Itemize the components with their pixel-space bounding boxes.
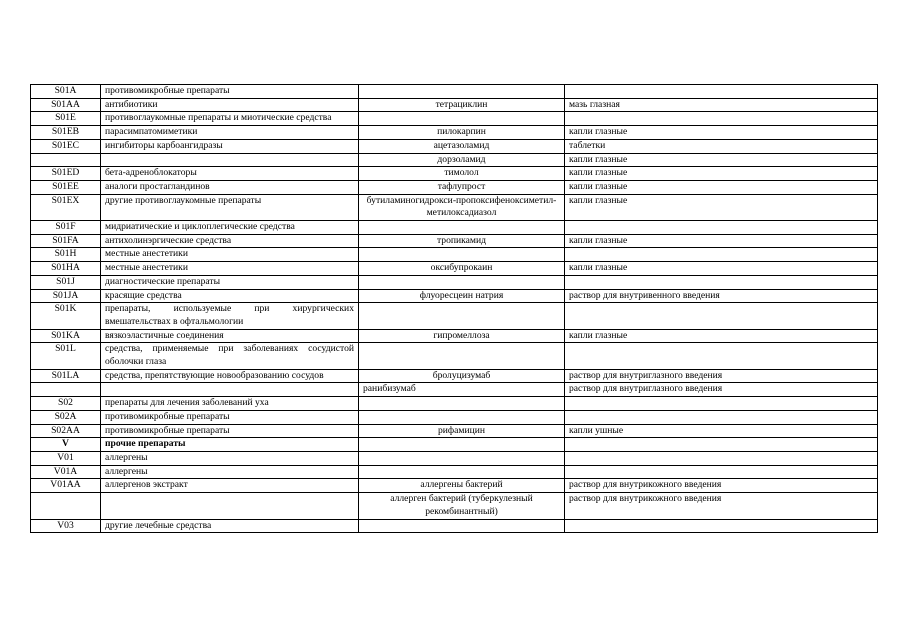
form-cell (565, 397, 878, 411)
table-row (31, 519, 878, 533)
table-row (31, 289, 878, 303)
group-cell (101, 153, 359, 167)
drug-cell: гипромеллоза (359, 329, 565, 343)
table-row (31, 479, 878, 493)
table-row (31, 262, 878, 276)
table-row (31, 153, 878, 167)
form-cell: капли глазные (565, 167, 878, 181)
table-row (31, 248, 878, 262)
form-cell (565, 410, 878, 424)
drug-cell: тимолол (359, 167, 565, 181)
group-cell: ингибиторы карбоангидразы (101, 139, 359, 153)
drug-cell: аллерген бактерий (туберкулезный рекомбинантный) (359, 493, 565, 519)
table-row (31, 275, 878, 289)
table-row (31, 438, 878, 452)
table-row (31, 85, 878, 99)
table-row (31, 410, 878, 424)
form-cell: капли глазные (565, 262, 878, 276)
group-cell: противомикробные препараты (101, 424, 359, 438)
group-cell (101, 383, 359, 397)
table-row (31, 343, 878, 369)
drug-cell: пилокарпин (359, 126, 565, 140)
form-cell (565, 303, 878, 329)
code-cell: S01FA (31, 234, 101, 248)
drug-cell (359, 221, 565, 235)
group-cell: парасимпатомиметики (101, 126, 359, 140)
table-row (31, 167, 878, 181)
table-row (31, 194, 878, 220)
code-cell: S01EB (31, 126, 101, 140)
table-row (31, 126, 878, 140)
table-row (31, 221, 878, 235)
code-cell (31, 383, 101, 397)
group-cell: аллергенов экстракт (101, 479, 359, 493)
drug-cell (359, 343, 565, 369)
form-cell: раствор для внутриглазного введения (565, 383, 878, 397)
form-cell: капли глазные (565, 194, 878, 220)
drug-cell (359, 465, 565, 479)
group-cell: бета-адреноблокаторы (101, 167, 359, 181)
group-cell: аллергены (101, 451, 359, 465)
drug-cell (359, 112, 565, 126)
group-cell: антибиотики (101, 98, 359, 112)
group-cell: красящие средства (101, 289, 359, 303)
code-cell: S01HA (31, 262, 101, 276)
drug-cell (359, 248, 565, 262)
drug-cell (359, 303, 565, 329)
code-cell: V03 (31, 519, 101, 533)
drug-cell: оксибупрокаин (359, 262, 565, 276)
code-cell: V01 (31, 451, 101, 465)
code-cell: S02A (31, 410, 101, 424)
form-cell: раствор для внутривенного введения (565, 289, 878, 303)
table-row (31, 139, 878, 153)
drug-cell (359, 397, 565, 411)
code-cell: V01AA (31, 479, 101, 493)
form-cell (565, 221, 878, 235)
group-cell: вязкоэластичные соединения (101, 329, 359, 343)
group-cell: противомикробные препараты (101, 85, 359, 99)
form-cell: раствор для внутриглазного введения (565, 369, 878, 383)
table-row (31, 329, 878, 343)
table-row (31, 98, 878, 112)
code-cell: S01H (31, 248, 101, 262)
form-cell: капли глазные (565, 329, 878, 343)
drug-cell (359, 438, 565, 452)
code-cell: S01EE (31, 180, 101, 194)
code-cell: V (31, 438, 101, 452)
group-cell: противомикробные препараты (101, 410, 359, 424)
table-row (31, 303, 878, 329)
code-cell: S02 (31, 397, 101, 411)
form-cell: капли глазные (565, 234, 878, 248)
group-cell: средства, применяемые при заболеваниях сосудистой оболочки глаза (101, 343, 359, 369)
form-cell (565, 343, 878, 369)
form-cell (565, 465, 878, 479)
group-cell: препараты, используемые при хирургических вмешательствах в офтальмологии (101, 303, 359, 329)
table-row (31, 234, 878, 248)
drug-cell (359, 275, 565, 289)
drug-cell (359, 451, 565, 465)
code-cell: S02AA (31, 424, 101, 438)
form-cell (565, 438, 878, 452)
group-cell: мидриатические и циклоплегические средства (101, 221, 359, 235)
drug-cell: дорзоламид (359, 153, 565, 167)
form-cell: таблетки (565, 139, 878, 153)
table-row (31, 465, 878, 479)
form-cell (565, 85, 878, 99)
group-cell: противоглаукомные препараты и миотические средства (101, 112, 359, 126)
table-body (31, 85, 878, 533)
code-cell: V01A (31, 465, 101, 479)
code-cell: S01AA (31, 98, 101, 112)
code-cell: S01A (31, 85, 101, 99)
group-cell: диагностические препараты (101, 275, 359, 289)
group-cell: прочие препараты (101, 438, 359, 452)
drug-cell (359, 410, 565, 424)
form-cell (565, 112, 878, 126)
form-cell: раствор для внутрикожного введения (565, 493, 878, 519)
form-cell: капли глазные (565, 153, 878, 167)
table-row (31, 424, 878, 438)
drug-cell: ацетазоламид (359, 139, 565, 153)
code-cell: S01EX (31, 194, 101, 220)
code-cell: S01LA (31, 369, 101, 383)
code-cell: S01KA (31, 329, 101, 343)
form-cell: капли глазные (565, 180, 878, 194)
code-cell: S01E (31, 112, 101, 126)
group-cell: другие противоглаукомные препараты (101, 194, 359, 220)
code-cell (31, 153, 101, 167)
group-cell: другие лечебные средства (101, 519, 359, 533)
drug-cell: бролуцизумаб (359, 369, 565, 383)
group-cell: средства, препятствующие новообразованию сосудов (101, 369, 359, 383)
group-cell: местные анестетики (101, 248, 359, 262)
group-cell: препараты для лечения заболеваний уха (101, 397, 359, 411)
drug-cell (359, 85, 565, 99)
table-row (31, 493, 878, 519)
table-row (31, 451, 878, 465)
drug-cell: тафлупрост (359, 180, 565, 194)
code-cell (31, 493, 101, 519)
table-row (31, 180, 878, 194)
drug-cell (359, 519, 565, 533)
code-cell: S01F (31, 221, 101, 235)
form-cell: раствор для внутрикожного введения (565, 479, 878, 493)
code-cell: S01J (31, 275, 101, 289)
drug-cell: бутиламиногидрокси-пропоксифеноксиметил-метилоксадиазол (359, 194, 565, 220)
group-cell: антихолинэргические средства (101, 234, 359, 248)
form-cell: капли ушные (565, 424, 878, 438)
form-cell: мазь глазная (565, 98, 878, 112)
code-cell: S01ED (31, 167, 101, 181)
form-cell (565, 275, 878, 289)
group-cell (101, 493, 359, 519)
drug-cell: рифамицин (359, 424, 565, 438)
code-cell: S01JA (31, 289, 101, 303)
drug-cell: тетрациклин (359, 98, 565, 112)
code-cell: S01K (31, 303, 101, 329)
group-cell: аналоги простагландинов (101, 180, 359, 194)
table-row (31, 383, 878, 397)
form-cell (565, 451, 878, 465)
drug-cell: ранибизумаб (359, 383, 565, 397)
group-cell: местные анестетики (101, 262, 359, 276)
group-cell: аллергены (101, 465, 359, 479)
drug-cell: тропикамид (359, 234, 565, 248)
drug-list-table (30, 84, 878, 533)
table-row (31, 112, 878, 126)
table-row (31, 369, 878, 383)
drug-cell: аллергены бактерий (359, 479, 565, 493)
code-cell: S01L (31, 343, 101, 369)
code-cell: S01EC (31, 139, 101, 153)
table-row (31, 397, 878, 411)
form-cell (565, 519, 878, 533)
drug-cell: флуоресцеин натрия (359, 289, 565, 303)
form-cell (565, 248, 878, 262)
form-cell: капли глазные (565, 126, 878, 140)
